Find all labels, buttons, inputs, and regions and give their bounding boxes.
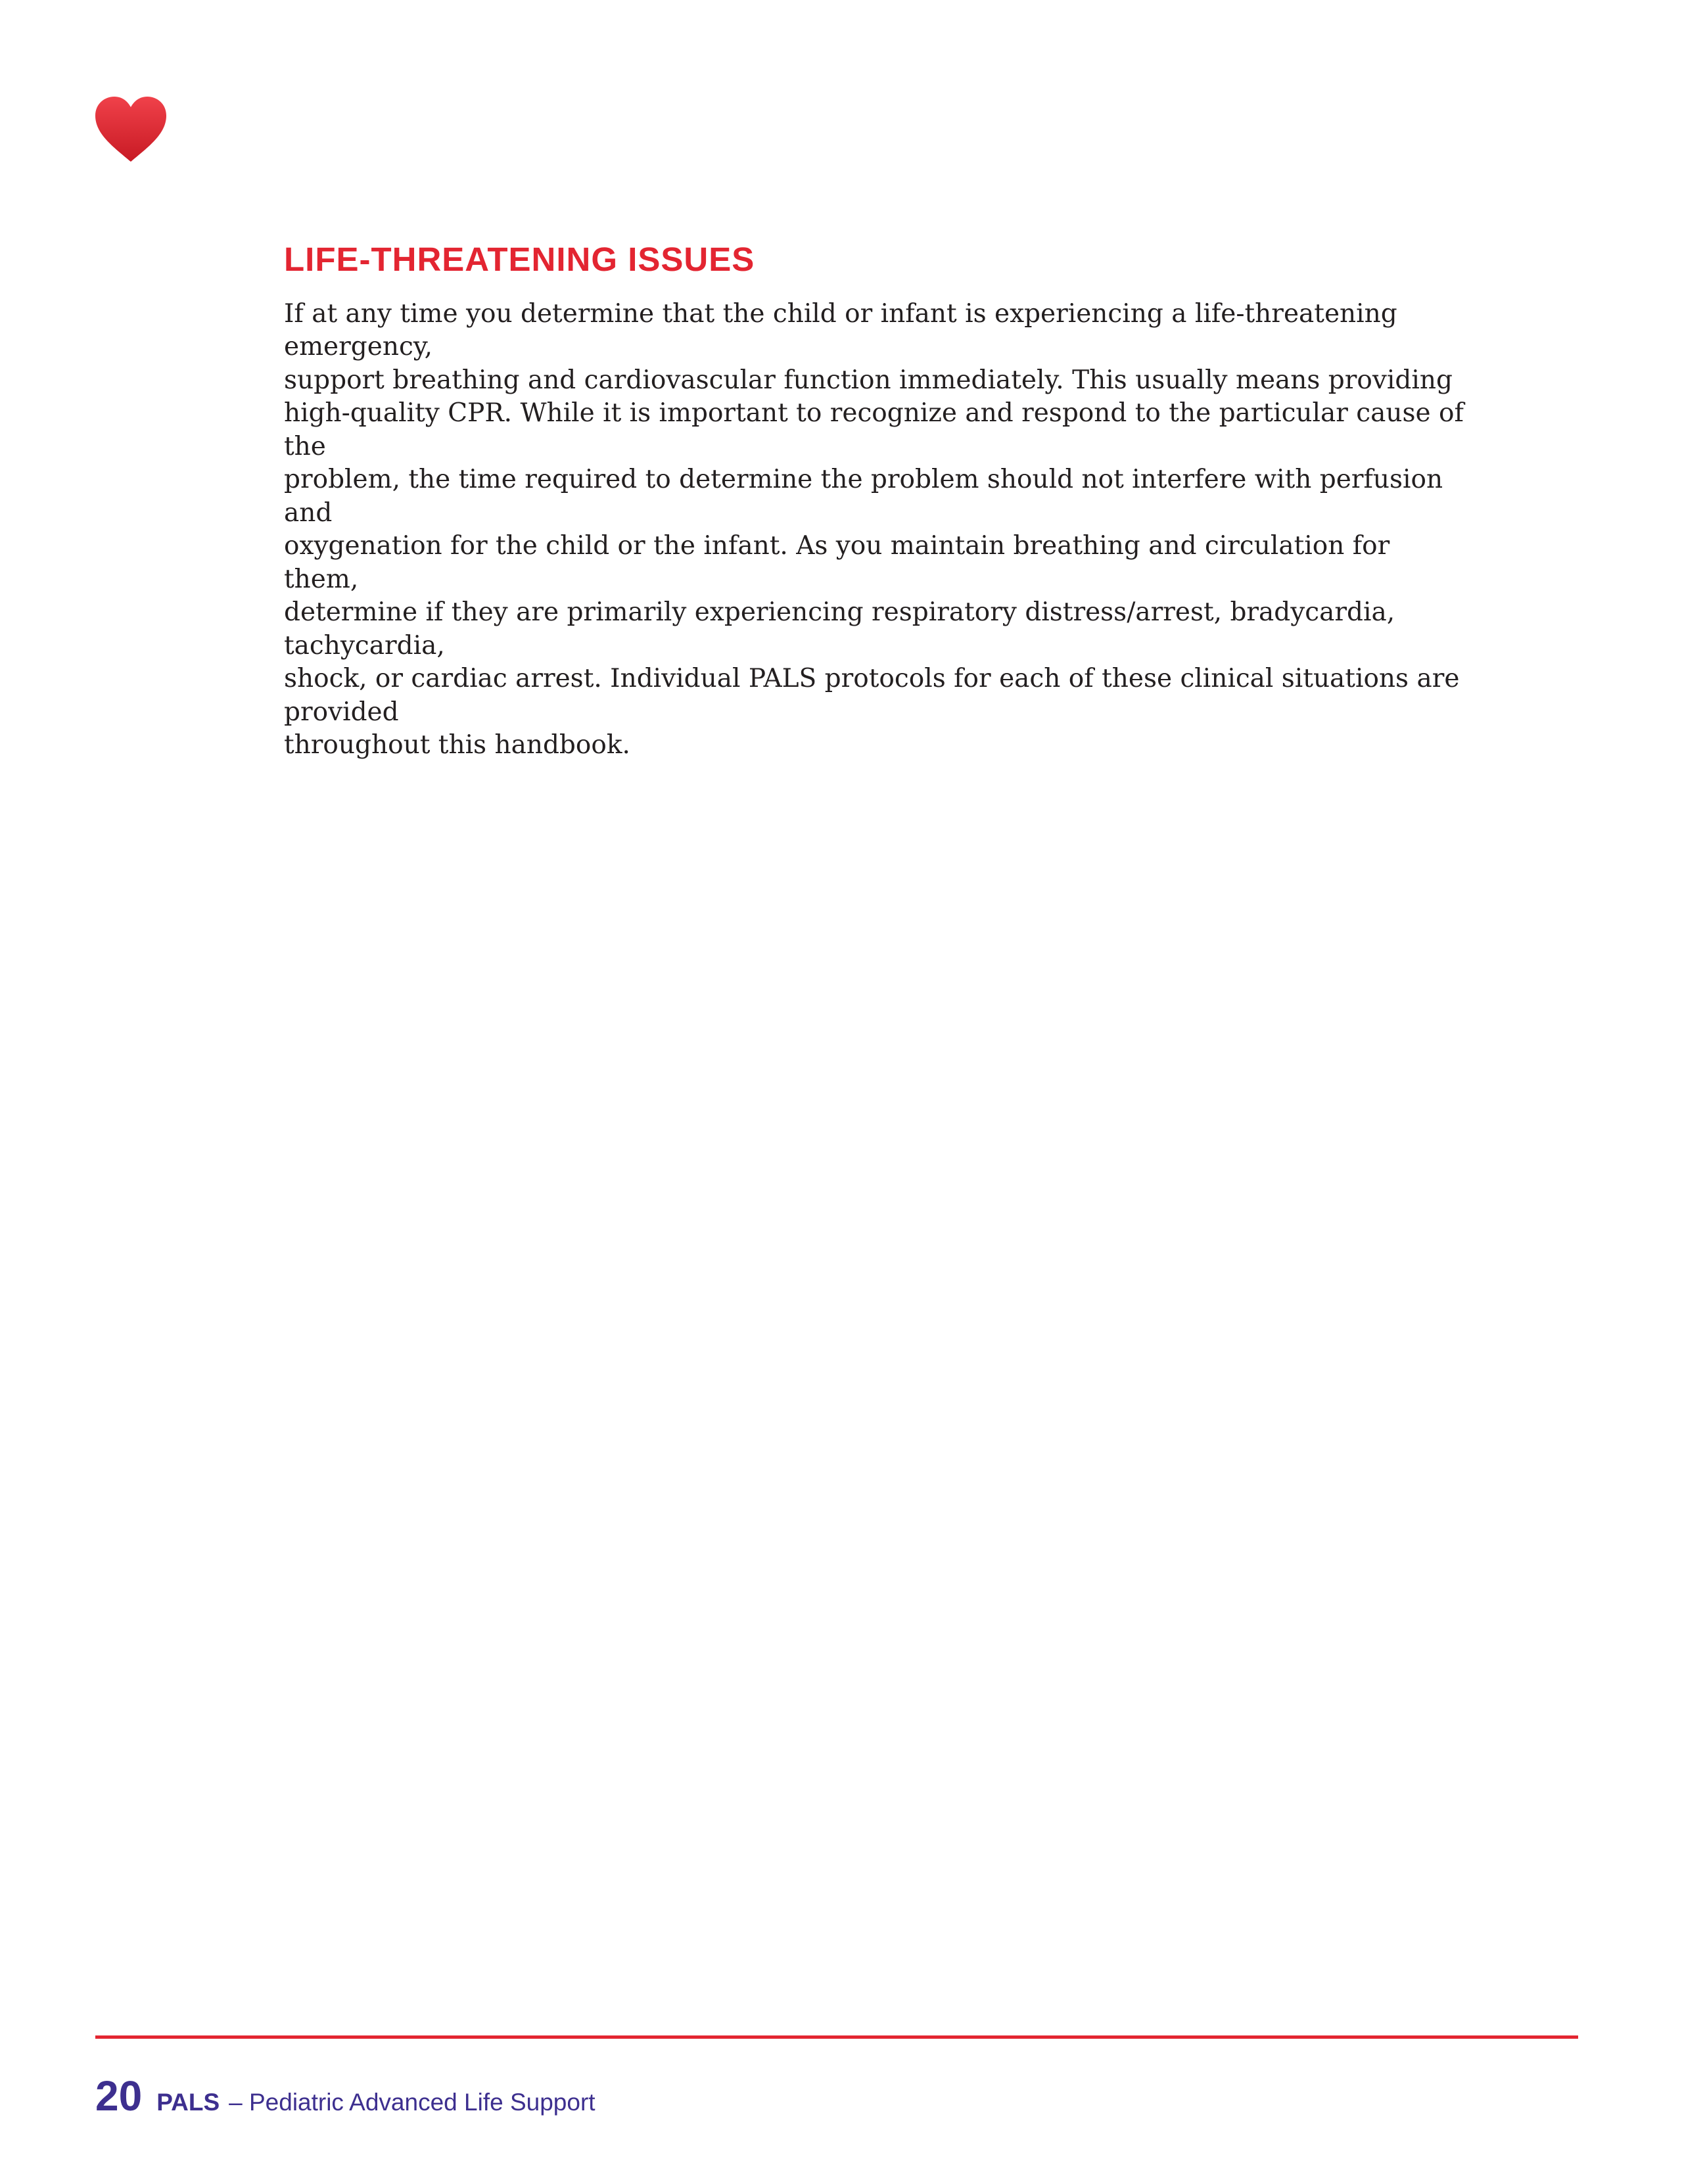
book-full-title: – Pediatric Advanced Life Support (229, 2089, 596, 2116)
section-title: LIFE-THREATENING ISSUES (284, 241, 755, 278)
section-paragraph (284, 298, 1467, 762)
paragraph-line: support breathing and cardiovascular function immediately. This usually means providing (284, 365, 1453, 395)
paragraph-line: determine if they are primarily experiencing respiratory distress/arrest, bradycardia, tachycardia, (284, 597, 1395, 661)
paragraph-line: oxygenation for the child or the infant. As you maintain breathing and circulation for them, (284, 531, 1390, 594)
section-life-threatening-issues (284, 241, 1467, 762)
heart-icon (94, 96, 168, 163)
paragraph-line: problem, the time required to determine the problem should not interfere with perfusion and (284, 465, 1443, 528)
paragraph-line: high-quality CPR. While it is important to recognize and respond to the particular cause of the (284, 398, 1464, 461)
paragraph-line: shock, or cardiac arrest. Individual PALS protocols for each of these clinical situations are provided (284, 664, 1460, 727)
paragraph-line: throughout this handbook. (284, 730, 630, 760)
page-footer (95, 2072, 596, 2120)
page-number: 20 (95, 2072, 143, 2120)
book-short-title: PALS (156, 2089, 220, 2116)
footer-divider (95, 2035, 1578, 2039)
paragraph-line: If at any time you determine that the child or infant is experiencing a life-threatening emergency, (284, 298, 1397, 362)
